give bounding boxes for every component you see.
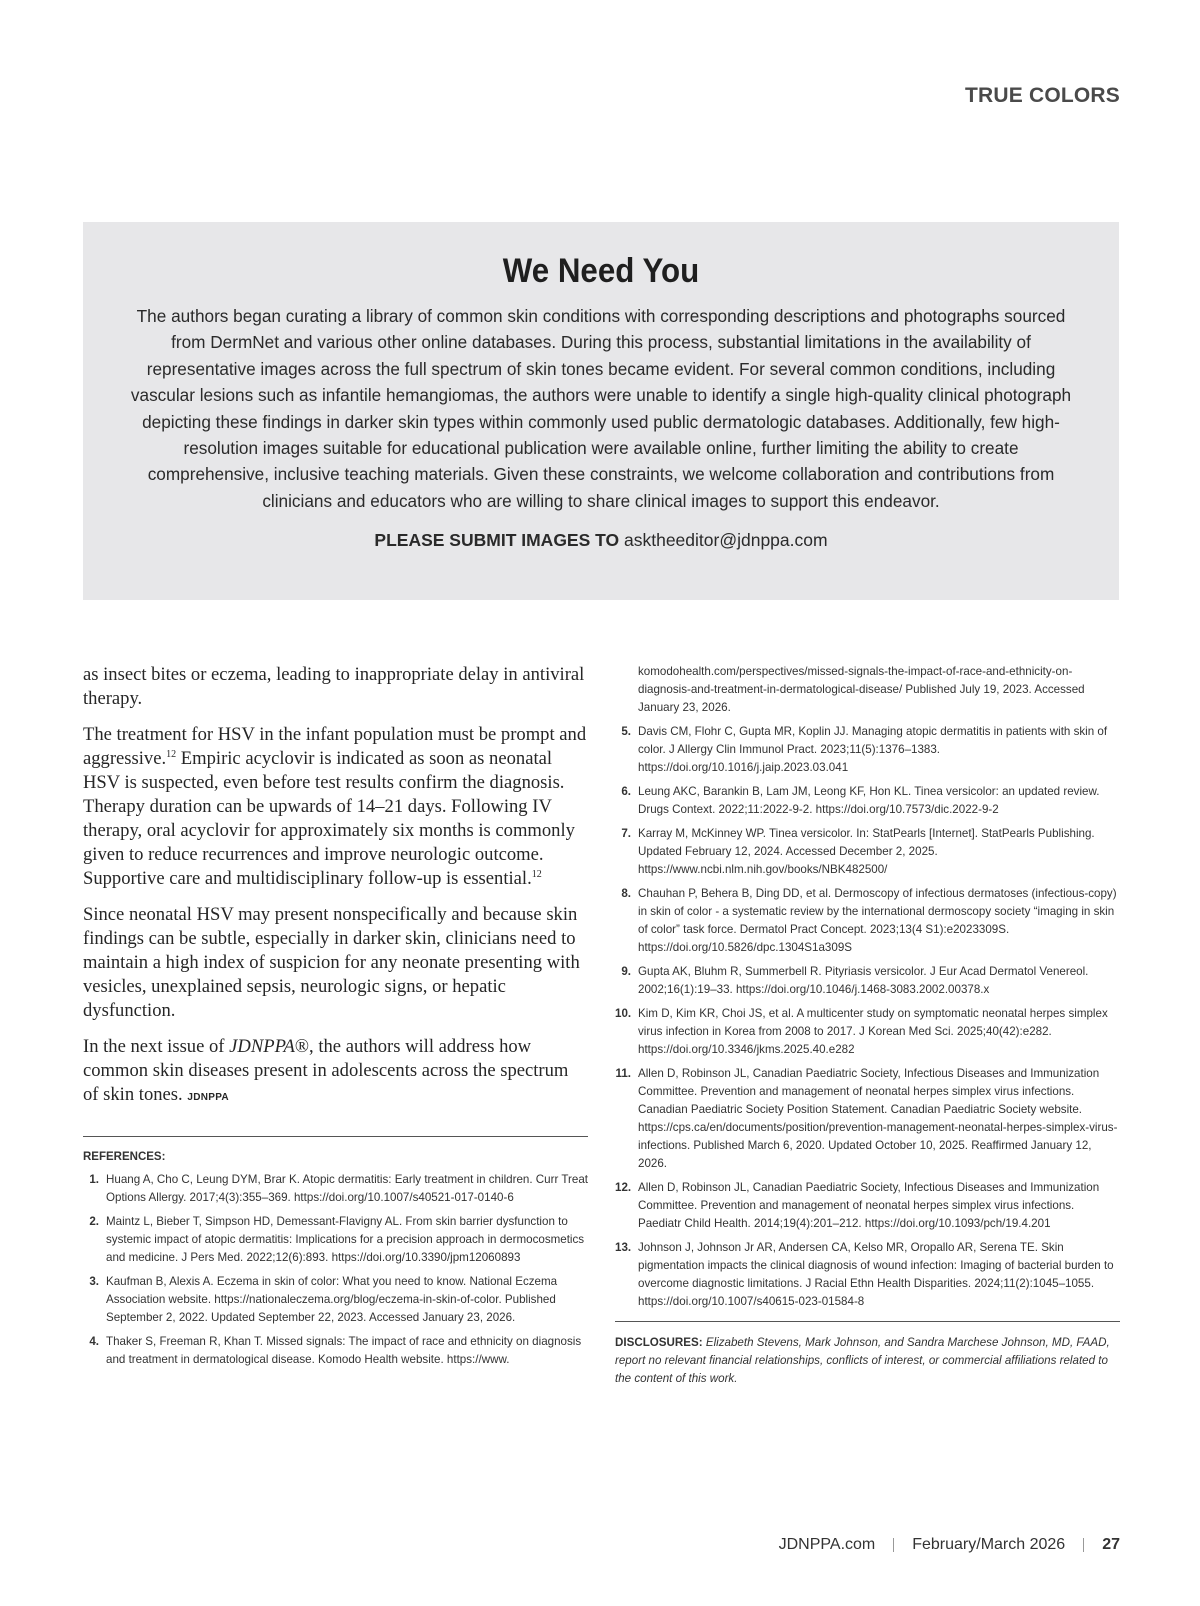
article-paragraph-2: [83, 723, 588, 891]
submit-label: PLEASE SUBMIT IMAGES TO: [374, 530, 620, 551]
reference-number: 8.: [621, 887, 631, 900]
reference-item: [83, 1273, 588, 1327]
reference-item: [615, 1179, 1120, 1233]
reference-item: [615, 1065, 1120, 1173]
reference-text: Allen D, Robinson JL, Canadian Paediatric Society, Infectious Diseases and Immunization Committee. Prevention and management of neonatal herpes simplex virus infections. Paediatr Child Health. 2014;19(4):201–212. https://doi.org/10.1093/pch/19.4.201: [638, 1181, 1100, 1230]
registered-mark: ®: [294, 1036, 310, 1057]
footer-separator: [893, 1538, 894, 1552]
callout-body: The authors began curating a library of common skin conditions with corresponding descriptions and photographs sourced from DermNet and various other online databases. During this process, substantial limitations in the availability of representative images across the full spectrum of skin tones became evident. For several common conditions, including vascular lesions such as infantile hemangiomas, the authors were unable to identify a single high-quality clinical photograph depicting these findings in darker skin types within commonly used public dermatologic databases. Additionally, few high-resolution images suitable for educational publication were available online, further limiting the ability to create comprehensive, inclusive teaching materials. Given these constraints, we welcome collaboration and contributions from clinicians and educators who are willing to share clinical images to support this endeavor.: [130, 306, 1072, 511]
reference-text: Allen D, Robinson JL, Canadian Paediatric Society, Infectious Diseases and Immunization Committee. Prevention and management of neonatal herpes simplex virus infections. Canadian Paediatric Society Position Statement. Canadian Paediatric Society website. https://cps.ca/en/documents/position/prevention-management-neonatal-herpes-simplex-virus-infections. Published March 6, 2020. Updated October 10, 2025. Reaffirmed January 12, 2026.: [638, 1067, 1118, 1170]
left-column: [83, 663, 588, 1375]
reference-text: Karray M, McKinney WP. Tinea versicolor. In: StatPearls [Internet]. StatPearls Publishing. Updated February 12, 2024. Accessed December 2, 2025. https://www.ncbi.nlm.nih.gov/books/NBK482500/: [638, 827, 1095, 876]
reference-item: [615, 1005, 1120, 1059]
reference-text: Davis CM, Flohr C, Gupta MR, Koplin JJ. Managing atopic dermatitis in patients with skin of color. J Allergy Clin Immunol Pract. 2023;11(5):1376–1383. https://doi.org/10.1016/j.jaip.2023.03.041: [638, 725, 1108, 774]
paragraph-2-text-a: The treatment for HSV in the infant population must be prompt and aggressive.: [83, 724, 587, 769]
reference-number: 7.: [621, 827, 631, 840]
right-column: [615, 663, 1120, 1388]
paragraph-2-text-b: Empiric acyclovir is indicated as soon as neonatal HSV is suspected, even before test results confirm the diagnosis. Therapy duration can be upwards of 14–21 days. Following IV therapy, oral acyclovir for approximately six months is commonly given to reduce recurrences and improve neurologic outcome. Supportive care and multidisciplinary follow-up is essential.: [83, 748, 575, 889]
reference-item: [83, 1333, 588, 1369]
disclosures-text: Elizabeth Stevens, Mark Johnson, and Sandra Marchese Johnson, MD, FAAD, report no relevant financial relationships, conflicts of interest, or commercial affiliations related to the content of this work.: [615, 1336, 1110, 1385]
reference-text: Thaker S, Freeman R, Khan T. Missed signals: The impact of race and ethnicity on diagnosis and treatment in dermatological disease. Komodo Health website. https://www.: [106, 1335, 582, 1366]
page-number: 27: [1102, 1536, 1120, 1553]
submit-email-link[interactable]: asktheeditor@jdnppa.com: [624, 530, 828, 551]
submit-line: [103, 530, 1099, 551]
citation-12: 12: [166, 748, 177, 760]
article-paragraph-1: as insect bites or eczema, leading to inappropriate delay in antiviral therapy.: [83, 664, 585, 709]
reference-number: 2.: [89, 1215, 99, 1228]
reference-item: [83, 1213, 588, 1267]
reference-text: Kaufman B, Alexis A. Eczema in skin of color: What you need to know. National Eczema Association website. https://nationaleczema.org/blog/eczema-in-skin-of-color. Published September 2, 2022. Updated September 22, 2023. Accessed January 23, 2026.: [106, 1275, 558, 1324]
references-divider: [83, 1136, 588, 1137]
disclosures: [615, 1321, 1120, 1388]
disclosures-label: DISCLOSURES:: [615, 1336, 703, 1349]
reference-number: 11.: [615, 1067, 631, 1080]
reference-item: [615, 1239, 1120, 1311]
references-heading: REFERENCES:: [83, 1151, 166, 1163]
reference-text: Huang A, Cho C, Leung DYM, Brar K. Atopic dermatitis: Early treatment in children. Curr Treat Options Allergy. 2017;4(3):355–369. https://doi.org/10.1007/s40521-017-0140-6: [106, 1173, 588, 1204]
callout-box: [83, 222, 1119, 600]
reference-item: [83, 1171, 588, 1207]
reference-item: [615, 963, 1120, 999]
reference-text: Leung AKC, Barankin B, Lam JM, Leong KF, Hon KL. Tinea versicolor: an updated review. Drugs Context. 2022;11:2022-9-2. https://doi.org/10.7573/dic.2022-9-2: [638, 785, 1100, 816]
reference-text: Johnson J, Johnson Jr AR, Andersen CA, Kelso MR, Oropallo AR, Serena TE. Skin pigmentation impacts the clinical diagnosis of wound infection: Imaging of bacterial burden to overcome diagnostic limitations. J Racial Ethn Health Disparities. 2024;11(2):1045–1055. https://doi.org/10.1007/s40615-023-01584-8: [638, 1241, 1114, 1308]
end-mark: JDNPPA: [187, 1092, 229, 1103]
footer-site: JDNPPA.com: [778, 1536, 876, 1553]
reference-number: 6.: [621, 785, 631, 798]
reference-number: 13.: [615, 1241, 632, 1254]
callout-title: We Need You: [502, 252, 700, 290]
reference-number: 4.: [89, 1335, 99, 1348]
reference-item: [615, 723, 1120, 777]
reference-item: [615, 885, 1120, 957]
reference-number: 1.: [89, 1173, 99, 1186]
reference-number: 5.: [621, 725, 631, 738]
citation-12-b: 12: [531, 868, 542, 880]
paragraph-4-text-b: , the authors will address how common skin diseases present in adolescents across the spectrum of skin tones.: [83, 1036, 569, 1105]
reference-item: [615, 783, 1120, 819]
paragraph-4-text-a: In the next issue of: [83, 1036, 230, 1057]
reference-text: Chauhan P, Behera B, Ding DD, et al. Dermoscopy of infectious dermatoses (infectious-copy) in skin of color - a systematic review by the international dermoscopy society “imaging in skin of color” task force. Dermatol Pract Concept. 2023;13(4 S1):e2023309S. https://doi.org/10.5826/dpc.1304S1a309S: [638, 887, 1117, 954]
reference-text: Kim D, Kim KR, Choi JS, et al. A multicenter study on symptomatic neonatal herpes simplex virus infection in Korea from 2008 to 2017. J Korean Med Sci. 2025;40(42):e282. https://doi.org/10.3346/jkms.2025.40.e282: [638, 1007, 1108, 1056]
article-paragraph-3: Since neonatal HSV may present nonspecifically and because skin findings can be subtle, especially in darker skin, clinicians need to maintain a high index of suspicion for any neonate presenting with vesicles, unexplained sepsis, neurologic signs, or hepatic dysfunction.: [83, 904, 580, 1021]
article-paragraph-4: [83, 1035, 588, 1110]
page-footer: [779, 1536, 1120, 1554]
reference-number: 12.: [615, 1181, 632, 1194]
footer-issue: February/March 2026: [912, 1536, 1066, 1553]
reference-text: Gupta AK, Bluhm R, Summerbell R. Pityriasis versicolor. J Eur Acad Dermatol Venereol. 2002;16(1):19–33. https://doi.org/10.1046/j.1468-3083.2002.00378.x: [638, 965, 1089, 996]
reference-number: 9.: [621, 965, 631, 978]
footer-separator: [1083, 1538, 1084, 1552]
reference-number: 3.: [89, 1275, 99, 1288]
reference-continuation: komodohealth.com/perspectives/missed-signals-the-impact-of-race-and-ethnicity-on-diagnosis-and-treatment-in-dermatological-disease/ Published July 19, 2023. Accessed January 23, 2026.: [638, 665, 1085, 714]
reference-text: Maintz L, Bieber T, Simpson HD, Demessant-Flavigny AL. From skin barrier dysfunction to systemic impact of atopic dermatitis: Implications for a precision approach in dermocosmetics and medicine. J Pers Med. 2022;12(6):893. https://doi.org/10.3390/jpm12060893: [106, 1215, 585, 1264]
reference-item: [615, 825, 1120, 879]
reference-number: 10.: [615, 1007, 632, 1020]
journal-name: JDNPPA: [229, 1036, 295, 1057]
section-label: TRUE COLORS: [964, 84, 1120, 107]
